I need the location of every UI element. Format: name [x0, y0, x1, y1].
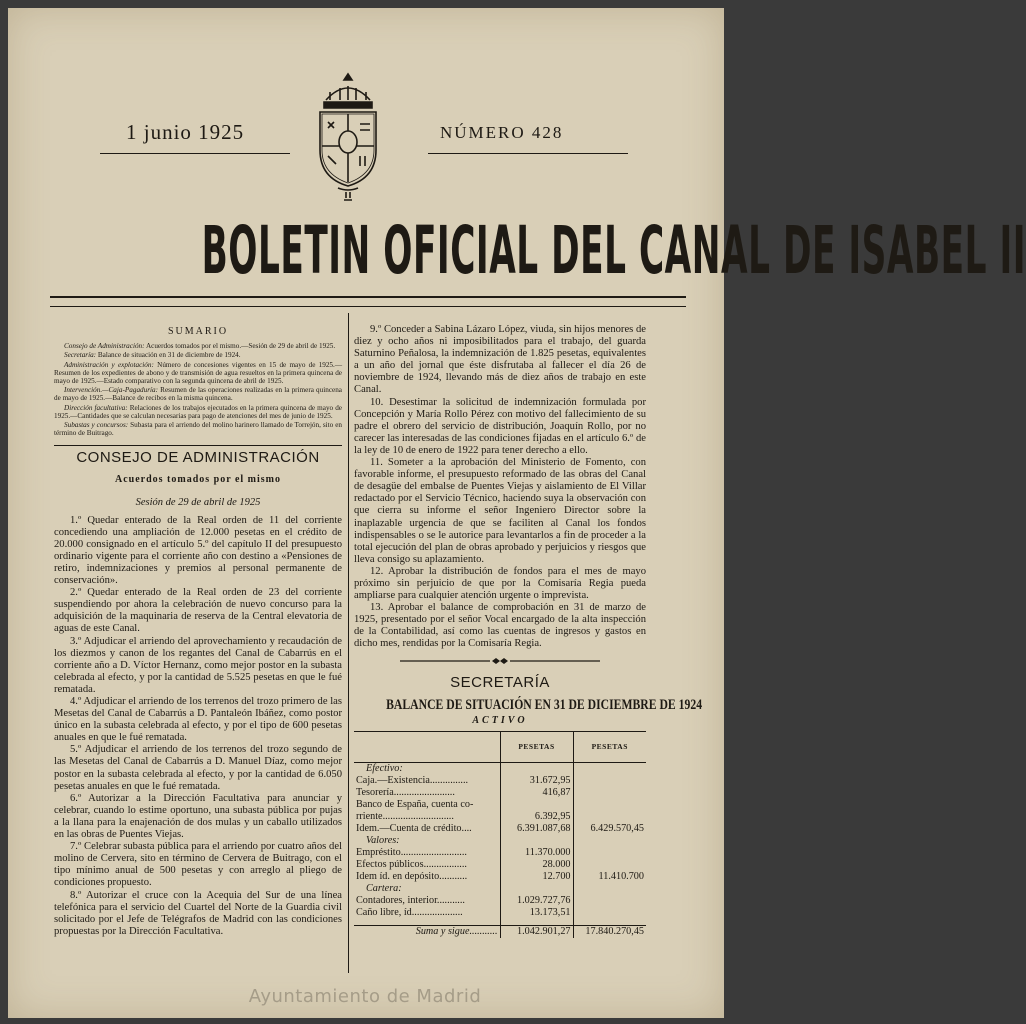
balance-table — [354, 731, 646, 938]
group-label: Valores: — [366, 834, 400, 846]
group-label: Efectivo: — [366, 762, 403, 774]
table-row: Contadores, interior........... 1.029.727,76 — [354, 895, 646, 907]
table-row: Caño libre, íd.................... 13.173,51 — [354, 907, 646, 919]
table-row: Caja.—Existencia............... 31.672,95 — [354, 775, 646, 787]
archive-watermark: Ayuntamiento de Madrid — [248, 986, 482, 1007]
agreement-item: 7.º Celebrar subasta pública para el arriendo por cuatro años del molino de Cervera, sito en término de Cervera de Buitrago, con el tipo mínimo anual de 500 pesetas y con arreglo al pliego de condiciones propuesto. — [54, 841, 342, 889]
agreement-item: 11. Someter a la aprobación del Ministerio de Fomento, con favorable informe, el presupuesto reformado de las obras del Canal de desagüe del embalse de Puentes Viejas y aislamiento de El Villar redactado por el Servicio Técnico, haciendo suya la observación con que cierra su informe el señor Ingeniero Director sobre la inaplazable urgencia de que se faciliten al Canal los fondos indispensables o se le autorice para levantarlos a fin de proceder a la total ejecución del plan de obras aprobado y perjuicios y riesgos que lleva consigo su aplazamiento. — [354, 457, 646, 565]
table-row: Idem íd. en depósito........... 12.700 11.410.700 — [356, 870, 644, 882]
balance-title: BALANCE DE SITUACIÓN EN 31 DE DICIEMBRE DE 1924 — [386, 696, 703, 713]
number-rule — [428, 153, 628, 154]
session-date: Sesión de 29 de abril de 1925 — [135, 496, 261, 508]
issue-date: 1 junio 1925 — [126, 120, 245, 144]
issue-number: NÚMERO 428 — [440, 123, 564, 142]
agreement-item: 4.º Adjudicar el arriendo de los terrenos del trozo primero de las Mesetas del Canal de Cabarrús a D. Pantaleón Ibáñez, como postor único en la subasta celebrada al efecto, y por el tipo de 600 pesetas anuales en que le fué rematada. — [54, 696, 342, 744]
masthead-rule-top — [50, 296, 686, 298]
table-row: Empréstito.......................... 11.370.000 — [354, 847, 646, 859]
column-divider — [348, 313, 349, 973]
agreement-item: 2.º Quedar enterado de la Real orden de 23 del corriente suspendiendo por ahora la celebración de nuevo concurso para la adquisición de la maquinaria de reserva de la Central elevatoria de aguas de este Canal. — [54, 587, 342, 635]
table-row: Idem.—Cuenta de crédito.... 6.391.087,68 6.429.570,45 — [356, 822, 644, 834]
right-column — [354, 324, 703, 938]
consejo-heading: CONSEJO DE ADMINISTRACIÓN — [76, 449, 320, 467]
table-row: rriente............................ 6.392,95 — [354, 811, 646, 823]
sumario-entry: Dirección facultativa: Relaciones de los trabajos ejecutados en la primera quincena de mayo de 1925.—Cantidades que se calculan necesarias para pago de atenciones del mes de junio de 1925. — [54, 403, 342, 420]
section-separator — [54, 445, 342, 446]
table-row: Efectos públicos................. 28.000 — [354, 859, 646, 871]
sumario-entry: Consejo de Administración: Acuerdos tomados por el mismo.—Sesión de 29 de abril de 1925. — [64, 342, 336, 351]
agreement-item: 3.º Adjudicar el arriendo del aprovechamiento y recaudación de los diezmos y canon de los regantes del Canal de Cabarrús en el corriente año a D. Víctor Hernanz, como mejor postor en la subasta celebrada al efecto, y por la cantidad de 5.525 pesetas en que le fué rematada. — [54, 635, 342, 695]
masthead-rule-bottom — [50, 306, 686, 307]
agreement-item: 13. Aprobar el balance de comprobación en 31 de marzo de 1925, presentado por el señor Vocal encargado de la alta inspección de la Contabilidad, así como las cuentas de ingresos y gastos en dicho mes, rendidas por la Comisaría Regia. — [354, 602, 646, 650]
agreement-item: 12. Aprobar la distribución de fondos para el mes de mayo próximo sin perjuicio de que por la Comisaría Regia pueda ampliarse para cualquier atención urgente o imprevista. — [354, 565, 646, 602]
agreement-item: 1.º Quedar enterado de la Real orden de 11 del corriente concediendo una ampliación de 12.000 pesetas en el crédito de 20.000 consignado en el artículo 5.º del capítulo II del presupuesto ordinario vigente para el corriente año con destino a «Pensiones de retiro, indemnizaciones y premios al personal permanente de conservación». — [54, 514, 342, 587]
table-row: Banco de España, cuenta co- — [354, 799, 646, 811]
masthead-title: BOLETIN OFICIAL DEL CANAL DE ISABEL II — [201, 212, 1026, 289]
agreement-item: 8.º Autorizar el cruce con la Acequia del Sur de una línea telefónica para el servicio del Cuartel del Norte de la Guardia civil solicitado por el Jefe de Telégrafos de Madrid con las condiciones propuestas por la Dirección Facultativa. — [54, 889, 342, 937]
agreement-item: 6.º Autorizar a la Dirección Facultativa para anunciar y celebrar, cuando lo estime oportuno, una subasta pública por pujas a la llana para la enajenación de dos mulas y un caballo utilizados en las obras de Puentes Viejas. — [54, 792, 342, 841]
agreement-item: 9.º Conceder a Sabina Lázaro López, viuda, sin hijos menores de diez y ocho años ni imposibilitados para el trabajo, del guarda Saturnino Peñalosa, la indemnización de 1.825 pesetas, equivalentes a un año del jornal que éste disfrutaba al fallecer el día 26 de noviembre de 1924, llevando más de diez años de trabajo en este Canal. — [354, 324, 646, 396]
agreement-item: 5.º Adjudicar el arriendo de los terrenos del trozo segundo de las Mesetas del Canal de Cabarrús a D. Manuel Díaz, como mejor postor en la subasta celebrada al efecto, y por la cantidad de 6.050 pesetas anuales en que le fué rematada. — [54, 744, 342, 792]
label-column-header — [354, 731, 500, 762]
left-column — [54, 324, 342, 938]
sumario-list — [54, 342, 342, 437]
agreement-item: 10. Desestimar la solicitud de indemnización formulada por Concepción y María Rollo Pérez con motivo del fallecimiento de su padre el obrero del servicio de distribución, Joaquín Rollo, por no carecer las interesadas de las condiciones fijadas en el artículo 6.º de la ley de 10 de enero de 1922 para tener derecho a ello. — [354, 396, 646, 456]
consejo-subheading: Acuerdos tomados por el mismo — [114, 474, 282, 486]
table-total-row: Suma y sigue........... 1.042.901,27 17.840.270,45 — [354, 925, 646, 938]
group-label: Cartera: — [366, 882, 402, 894]
date-rule — [100, 153, 290, 154]
newspaper-page — [8, 8, 1026, 1018]
column-header: PESETAS — [573, 731, 646, 762]
secretaria-heading: SECRETARÍA — [450, 673, 550, 691]
sumario-entry: Subastas y concursos: Subasta para el arriendo del molino harinero llamado de Torrejón, sito en término de Buitrago. — [54, 420, 342, 438]
column-header: PESETAS — [500, 731, 573, 762]
table-header-row — [354, 731, 646, 762]
activo-heading: ACTIVO — [472, 714, 528, 726]
sumario-entry: Intervención.—Caja-Pagaduría: Resumen de las operaciones realizadas en la primera quincena de mayo de 1925.—Balance de recibos en la misma quincena. — [54, 386, 342, 403]
ornament-divider — [354, 657, 646, 669]
sumario-heading: SUMARIO — [167, 326, 229, 337]
sumario-entry: Administración y explotación: Número de concesiones vigentes en 15 de mayo de 1925.—Resumen de los expedientes de abono y de transmisión de agua resueltos en la primera quincena de mayo de 1925.—Estado comparativo con la segunda quincena de abril de 1925. — [54, 360, 343, 385]
table-row: Tesorería........................ 416,87 — [354, 787, 646, 799]
sumario-entry: Secretaría: Balance de situación en 31 de diciembre de 1924. — [64, 351, 241, 360]
royal-crest-icon — [308, 70, 388, 202]
